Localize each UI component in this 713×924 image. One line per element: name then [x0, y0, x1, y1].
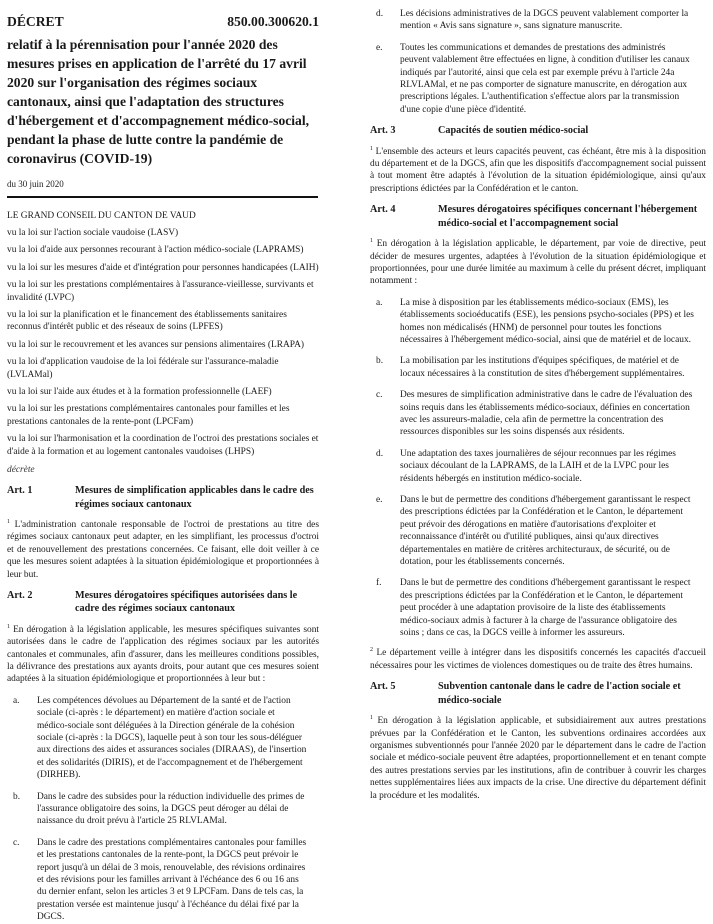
- article-3-heading: [370, 124, 706, 137]
- paragraph-number: 1: [370, 715, 373, 722]
- paragraph-number: 1: [7, 623, 10, 630]
- list-letter: c.: [13, 837, 20, 848]
- list-letter: a.: [13, 695, 20, 706]
- article-4-heading: [370, 203, 706, 230]
- document-title: relatif à la pérennisation pour l'année 2020 des mesures prises en application de l'arrêté du 17 avril 2020 sur l'organisation des régimes sociaux cantonaux, ainsi que l'adaptation des structures d'hébergement et d'accompagnement médico-social, pendant la phase de lutte contre la pandémie de coronavirus (COVID-19): [7, 37, 310, 166]
- vu-clause: vu la loi sur les prestations complémentaires à l'assurance-vieillesse, survivants et invalidité (LVPC): [7, 280, 314, 303]
- paragraph-text: En dérogation à la législation applicable, les mesures spécifiques suivantes sont autorisées dans le cadre de l'application des régimes sociaux par les autorités cantonales et communales, afin d'assurer, dans les meilleures conditions possibles, la délivrance des prestations aux ayants droits, pour autant que ces mesures soient adaptées à la situation épidémiologique et proportionnées à leur but :: [7, 624, 319, 685]
- vu-clause: vu la loi sur la planification et le financement des établissements sanitaires reconnus d'intérêt public et des réseaux de soins (LPFES): [7, 310, 287, 333]
- list-item: [7, 837, 319, 924]
- article-number: Art. 1: [7, 485, 33, 497]
- article-title: Mesures dérogatoires spécifiques concernant l'hébergement médico-social et l'accompagnement social: [438, 204, 698, 229]
- document-date: du 30 juin 2020: [7, 179, 64, 189]
- article-number: Art. 4: [370, 204, 396, 216]
- right-column: [370, 0, 706, 802]
- list-item: [370, 8, 706, 33]
- list-letter: b.: [376, 356, 384, 367]
- list-item: [370, 448, 706, 485]
- article-1-paragraph-1: [7, 519, 319, 581]
- vu-clause: vu la loi sur l'harmonisation et la coordination de l'octroi des prestations sociales et d'aide à la formation et au logement cantonales vaudoises (LHPS): [7, 434, 319, 457]
- document-number: 850.00.300620.1: [227, 14, 319, 29]
- list-item: [370, 494, 706, 568]
- list-text: Dans le cadre des subsides pour la réduction individuelle des primes de l'assurance obligatoire des soins, la DGCS peut déroger au délai de naissance du droit prévu à l'article 25 RLVLAMal.: [37, 791, 305, 827]
- vu-clause: vu la loi sur les mesures d'aide et d'intégration pour personnes handicapées (LAIH): [7, 262, 319, 273]
- paragraph-number: 1: [370, 238, 373, 245]
- vu-clause: vu la loi sur l'action sociale vaudoise (LASV): [7, 228, 179, 238]
- list-text: Dans le but de permettre des conditions d'hébergement garantissant le respect des prescriptions édictées par la Confédération et le Canton, le département peut prévoir des dérogations en matière d'autorisations d'exploiter et reconnaissance d'intérêt ou d'utilité publiques, ainsi qu'aux directives départementales en matière de critères architecturaux, de sécurité, ou de dotation, pour les établissements concernés.: [400, 495, 691, 568]
- council-heading: LE GRAND CONSEIL DU CANTON DE VAUD: [7, 211, 196, 221]
- list-text: Des mesures de simplification administrative dans le cadre de l'évaluation des soins requis dans les établissements médico-sociaux, définies en concertation avec les assureurs-maladie, cela afin de permettre la concentration des ressources disponibles sur les soins dispensés aux résidents.: [400, 390, 693, 438]
- vu-clause: vu la loi d'application vaudoise de la loi fédérale sur l'assurance-maladie (LVLAMal): [7, 357, 279, 380]
- article-5-paragraph-1: [370, 715, 706, 802]
- article-title: Mesures dérogatoires spécifiques autorisées dans le cadre des régimes sociaux cantonaux: [75, 589, 298, 615]
- article-1-heading: [7, 484, 319, 511]
- paragraph-text: En dérogation à la législation applicable, le département, par voie de directive, peut décider de mesures urgentes, adaptées à l'évolution de la situation épidémiologique et proportionnées, pour une durée limitée au maximum à celle du présent décret, impliquant notamment :: [370, 239, 706, 287]
- vu-clause: vu la loi d'aide aux personnes recourant à l'action médico-sociale (LAPRAMS): [7, 245, 304, 256]
- list-text: Les compétences dévolues au Département de la santé et de l'action sociale (ci-après : le département) en matière d'action sociale et médico-sociale sont déléguées à la Direction générale de la cohésion sociale (ci-après : la DGCS), laquelle peut à son tour les sous-déléguer aux directions des aides et assurances sociales (DIRAAS), de l'insertion et des solidarités (DIRIS), et de l'accompagnement et de l'hébergement (DIRHEB).: [37, 695, 307, 781]
- article-number: Art. 3: [370, 125, 396, 137]
- article-title: Subvention cantonale dans le cadre de l'action sociale et médico-sociale: [438, 681, 681, 706]
- vu-clause: vu la loi sur le recouvrement et les avances sur pensions alimentaires (LRAPA): [7, 339, 304, 350]
- list-letter: b.: [13, 791, 21, 802]
- list-item: [370, 577, 706, 639]
- article-2-heading: [7, 589, 319, 616]
- article-title: Mesures de simplification applicables dans le cadre des régimes sociaux cantonaux: [75, 485, 314, 510]
- paragraph-text: En dérogation à la législation applicable, et subsidiairement aux autres prestations prévues par la Confédération et le Canton, les subventions ordinaires accordées aux organismes subventionnés pour l'année 2020 par le département dans le cadre de l'action sociale et médico-sociale peuvent être adaptées, proportionnellement et en tenant compte des autres prestations servies par les institutions, afin de contribuer à couvrir les charges nettes supplémentaires liées aux impacts de la crise. Une directive du département définit la procédure et les modalités.: [370, 716, 706, 801]
- list-text: La mise à disposition par les établissements médico-sociaux (EMS), les établissements socioéducatifs (ESE), les pensions psycho-sociales (PPS) et les homes non médicalisés (HNM) de personnel pour toutes les fonctions nécessaires à l'hébergement médico-social, ainsi que de matériel et de locaux.: [400, 297, 694, 345]
- paragraph-text: Le département veille à intégrer dans les dispositifs concernés les capacités d'accueil nécessaires pour les victimes de violences domestiques ou de traite des êtres humains.: [370, 648, 706, 671]
- list-text: Dans le but de permettre des conditions d'hébergement garantissant le respect des prescriptions édictées par la Confédération et le Canton, le département peut procéder à une adaptation provisoire de la liste des établissements médico-sociaux admis à facturer à la charge de l'assurance obligatoire des soins ; dans ce cas, la DGCS veille à informer les assureurs.: [400, 578, 691, 639]
- list-letter: e.: [376, 495, 383, 505]
- list-letter: d.: [376, 9, 384, 19]
- document-header: [7, 14, 319, 30]
- list-letter: c.: [376, 390, 383, 401]
- list-letter: f.: [376, 578, 382, 589]
- list-text: Les décisions administratives de la DGCS peuvent valablement comporter la mention « Avis sans signature », sans signature manuscrite.: [400, 9, 689, 32]
- vu-clause: vu la loi sur l'aide aux études et à la formation professionnelle (LAEF): [7, 387, 272, 398]
- list-item: [370, 389, 706, 439]
- list-item: [370, 355, 706, 380]
- list-item: [370, 297, 706, 347]
- paragraph-text: L'administration cantonale responsable de l'octroi de prestations au titre des régimes sociaux cantonaux peut adapter, en les simplifiant, les processus d'octroi et de renouvellement des prestations concernées. Ce faisant, elle doit veiller à ce que les mesures soient adaptées à la situation épidémiologique et proportionnées à leur but.: [7, 519, 319, 580]
- left-column: [7, 0, 319, 924]
- list-text: Toutes les communications et demandes de prestations des administrés peuvent valablement être effectuées en ligne, à condition d'utiliser les canaux indiqués par l'autorité, ainsi que cela est par exemple prévu à l'article 24a RLVLAMal, et ne pas comporter de signature manuscrite, en dérogation aux prescriptions légales. L'authentification s'effectue alors par la transmission d'une copie d'une pièce d'identité.: [400, 42, 690, 115]
- list-item: [7, 791, 319, 828]
- paragraph-text: L'ensemble des acteurs et leurs capacités peuvent, cas échéant, être mis à la disposition du département et de la DGCS, afin que les dispositifs d'accompagnement social puissent à tout moment être adaptés à l'évolution de la situation épidémiologique, ainsi qu'aux prescriptions édictées par la Confédération et le canton.: [370, 146, 706, 194]
- article-number: Art. 2: [7, 589, 33, 601]
- paragraph-number: 1: [370, 145, 373, 152]
- article-5-heading: [370, 680, 706, 707]
- list-text: Une adaptation des taxes journalières de séjour reconnues par les régimes sociaux découlant de la LAPRAMS, de la LAIH et de la LVPC pour les résidents hébergés en institution médico-sociale.: [400, 448, 676, 484]
- article-3-paragraph-1: [370, 146, 706, 196]
- vu-clause: vu la loi sur les prestations complémentaires cantonales pour familles et les prestations cantonales de la rente-pont (LPCFam): [7, 404, 290, 427]
- article-number: Art. 5: [370, 681, 396, 693]
- list-text: La mobilisation par les institutions d'équipes spécifiques, de matériel et de locaux nécessaires à la constitution de sites d'hébergement supplémentaires.: [400, 356, 685, 379]
- article-2-paragraph-1: [7, 624, 319, 686]
- document-type: DÉCRET: [7, 14, 64, 29]
- header-rule: [7, 196, 318, 198]
- list-letter: d.: [376, 448, 384, 459]
- article-4-paragraph-1: [370, 238, 706, 288]
- list-letter: e.: [376, 42, 383, 53]
- list-text: Dans le cadre des prestations complémentaires cantonales pour familles et les prestations cantonales de la rente-pont, la DGCS peut prévoir le report jusqu'à un délai de 3 mois, renouvelable, des révisions ordinaires et des révisions pour les familles arrivant à l'échéance des 6 ou 16 ans du dernier enfant, selon les articles 3 et 9 LPCFam. Dans de tels cas, la prestation versée est maintenue jusqu' à l'échéance du délai fixé par la DGCS.: [37, 837, 307, 923]
- decrete-label: décrète: [7, 465, 35, 476]
- article-4-paragraph-2: [370, 647, 706, 672]
- list-letter: a.: [376, 297, 383, 308]
- paragraph-number: 1: [7, 518, 10, 525]
- list-item: [7, 695, 319, 782]
- article-title: Capacités de soutien médico-social: [438, 125, 589, 137]
- paragraph-number: 2: [370, 647, 373, 654]
- list-item: [370, 42, 706, 116]
